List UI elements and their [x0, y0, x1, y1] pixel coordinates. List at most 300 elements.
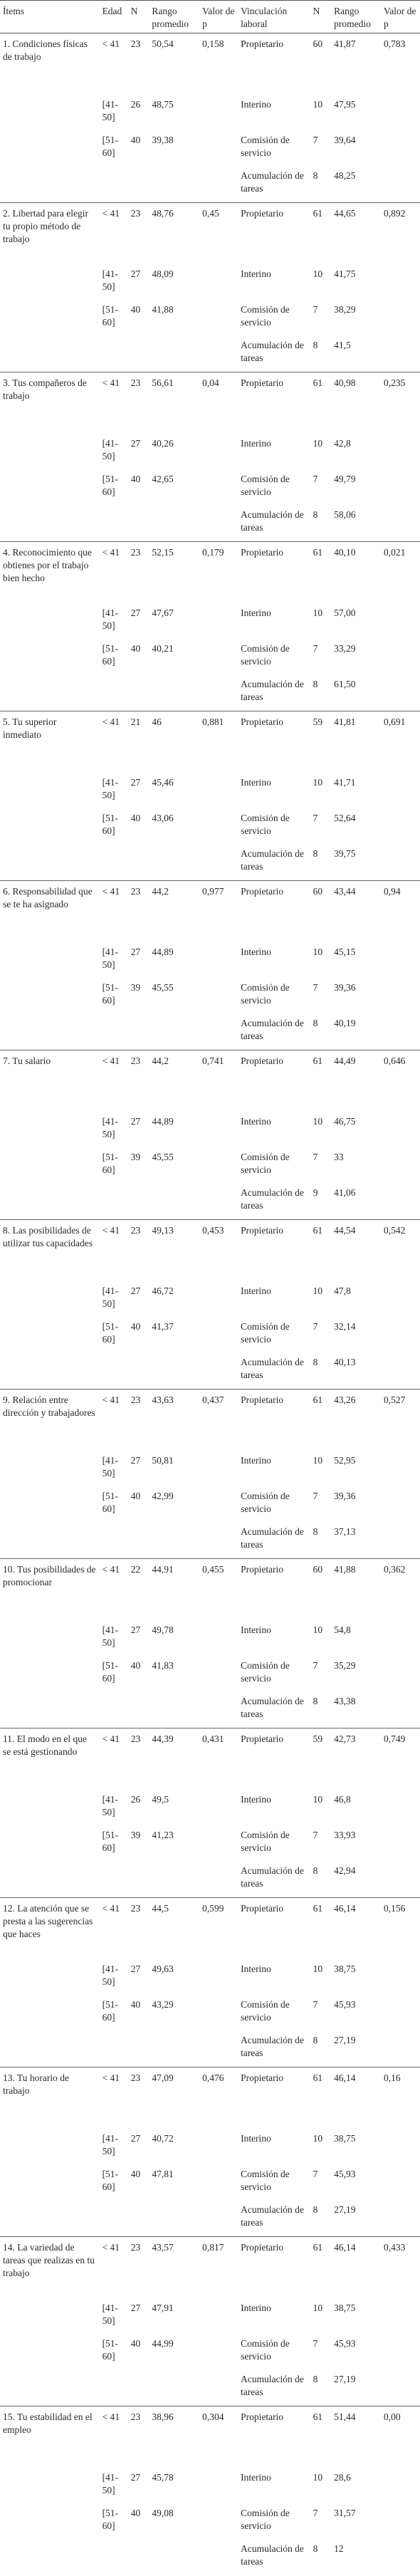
- item-empty: [0, 2505, 100, 2540]
- edad-group: [41-50]: [102, 2302, 119, 2326]
- table-body: [0, 33, 420, 2576]
- vinculacion-valor-p: 0,783: [381, 33, 420, 96]
- vinculacion-rango: 46,14: [331, 2237, 381, 2300]
- edad-n: 27: [130, 2471, 141, 2483]
- vinculacion-rango: 31,57: [334, 2507, 356, 2518]
- vinculacion-rango: 35,29: [334, 1659, 356, 1671]
- item-empty: [0, 1791, 100, 1827]
- edad-valor-p: 0,431: [199, 1728, 238, 1791]
- edad-valor-p: 0,453: [199, 1220, 238, 1283]
- item-label: 6. Responsabilidad que se te ha asignado: [0, 881, 100, 944]
- header-rango-vinculacion: Rango promedio: [331, 1, 381, 33]
- item-label: 1. Condiciones físicas de trabajo: [0, 33, 100, 96]
- vinculacion-n: 10: [313, 776, 323, 788]
- vinculacion-type: Interino: [241, 1963, 271, 1974]
- vinculacion-n: 7: [313, 303, 318, 315]
- edad-rango: 43,63: [149, 1389, 199, 1452]
- edad-valor-empty: [199, 1318, 238, 1354]
- vinculacion-n: 7: [313, 1320, 318, 1332]
- vinculacion-valor-empty: [381, 132, 420, 167]
- edad-n: 27: [130, 2132, 141, 2144]
- vinculacion-type: Propietario: [238, 2406, 310, 2469]
- vinculacion-type: Comisión de servicio: [241, 1998, 290, 2023]
- vinculacion-valor-empty: [381, 2130, 420, 2166]
- vinculacion-valor-empty: [381, 2469, 420, 2505]
- edad-group: [41-50]: [102, 1624, 119, 1648]
- vinculacion-valor-p: 0,362: [381, 1559, 420, 1622]
- edad-rango: 44,5: [149, 1898, 199, 1961]
- edad-n: 40: [130, 2168, 141, 2179]
- vinculacion-rango: 39,36: [334, 1490, 356, 1501]
- vinculacion-type: Propietario: [238, 1728, 310, 1791]
- edad-n: 40: [130, 1320, 141, 1332]
- item-empty: [0, 2469, 100, 2505]
- table-row: [0, 1693, 420, 1728]
- table-row: [0, 167, 420, 203]
- vinculacion-n: 7: [313, 642, 318, 654]
- vinculacion-valor-p: 0,542: [381, 1220, 420, 1283]
- vinculacion-rango: 46,14: [331, 1898, 381, 1961]
- vinculacion-type: Comisión de servicio: [241, 1829, 290, 1853]
- table-row: [0, 372, 420, 435]
- vinculacion-valor-empty: [381, 845, 420, 881]
- table-row: [0, 1961, 420, 1996]
- vinculacion-type: Comisión de servicio: [241, 2337, 290, 2362]
- edad-group: < 41: [100, 1220, 128, 1283]
- edad-valor-empty: [199, 676, 238, 711]
- edad-group: < 41: [100, 1050, 128, 1113]
- edad-valor-empty: [199, 2505, 238, 2540]
- edad-group: < 41: [100, 542, 128, 605]
- vinculacion-valor-empty: [381, 1827, 420, 1862]
- edad-rango: 43,57: [149, 2237, 199, 2300]
- vinculacion-type: Acumulación de tareas: [241, 2034, 304, 2058]
- vinculacion-valor-p: 0,235: [381, 372, 420, 435]
- edad-empty: [128, 506, 149, 542]
- vinculacion-valor-empty: [381, 1113, 420, 1149]
- table-row: [0, 1791, 420, 1827]
- edad-empty: [149, 1015, 199, 1050]
- table-row: [0, 605, 420, 640]
- edad-valor-p: 0,304: [199, 2406, 238, 2469]
- edad-valor-empty: [199, 132, 238, 167]
- edad-valor-empty: [199, 1113, 238, 1149]
- edad-valor-empty: [199, 1862, 238, 1898]
- vinculacion-n: 10: [313, 2132, 323, 2144]
- vinculacion-valor-empty: [381, 2300, 420, 2335]
- vinculacion-valor-empty: [381, 1488, 420, 1523]
- edad-n: 23: [128, 372, 149, 435]
- vinculacion-n: 7: [313, 1998, 318, 2010]
- vinculacion-type: Interino: [241, 2302, 271, 2313]
- edad-valor-empty: [199, 2032, 238, 2067]
- table-row: [0, 1184, 420, 1220]
- table-row: [0, 845, 420, 881]
- item-label: 3. Tus compañeros de trabajo: [0, 372, 100, 435]
- edad-rango: 41,88: [152, 303, 174, 315]
- table-row: [0, 1113, 420, 1149]
- edad-n: 40: [130, 2507, 141, 2518]
- edad-valor-p: 0,881: [199, 711, 238, 774]
- edad-group: [51-60]: [102, 2168, 119, 2192]
- table-row: [0, 1452, 420, 1488]
- edad-rango: 47,67: [152, 607, 174, 618]
- edad-valor-empty: [199, 1622, 238, 1657]
- vinculacion-valor-empty: [381, 301, 420, 337]
- item-empty: [0, 167, 100, 203]
- vinculacion-valor-empty: [381, 2201, 420, 2237]
- vinculacion-type: Acumulación de tareas: [241, 1865, 304, 1889]
- vinculacion-n: 61: [310, 1050, 332, 1113]
- vinculacion-type: Acumulación de tareas: [241, 2543, 304, 2567]
- edad-n: 23: [128, 203, 149, 266]
- vinculacion-type: Acumulación de tareas: [241, 1356, 304, 1380]
- edad-valor-empty: [199, 2300, 238, 2335]
- vinculacion-rango: 38,75: [334, 2302, 356, 2313]
- vinculacion-n: 10: [313, 1115, 323, 1127]
- vinculacion-rango: 46,14: [331, 2067, 381, 2130]
- edad-group: [51-60]: [102, 473, 119, 497]
- table-row: [0, 1898, 420, 1961]
- item-empty: [0, 96, 100, 132]
- edad-valor-empty: [199, 774, 238, 810]
- table-row: [0, 1622, 420, 1657]
- item-label: 7. Tu salario: [0, 1050, 100, 1113]
- edad-rango: 47,09: [149, 2067, 199, 2130]
- edad-empty: [149, 2032, 199, 2067]
- table-row: [0, 2335, 420, 2371]
- table-row: [0, 881, 420, 944]
- table-row: [0, 2300, 420, 2335]
- vinculacion-type: Comisión de servicio: [241, 981, 290, 1006]
- edad-n: 23: [128, 881, 149, 944]
- table-row: [0, 711, 420, 774]
- edad-group: [51-60]: [102, 2337, 119, 2362]
- vinculacion-rango: 32,14: [334, 1320, 356, 1332]
- table-row: [0, 1318, 420, 1354]
- vinculacion-n: 10: [313, 1793, 323, 1805]
- table-row: [0, 1657, 420, 1693]
- edad-valor-empty: [199, 1015, 238, 1050]
- edad-rango: 39,38: [152, 134, 174, 145]
- item-label: 12. La atención que se presta a las sugerencias que haces: [0, 1898, 100, 1961]
- vinculacion-n: 10: [313, 2471, 323, 2483]
- vinculacion-type: Propietario: [238, 33, 310, 96]
- edad-group: < 41: [100, 33, 128, 96]
- edad-empty: [128, 1015, 149, 1050]
- item-label: 2. Libertad para elegir tu propio método de trabajo: [0, 203, 100, 266]
- vinculacion-type: Acumulación de tareas: [241, 170, 304, 194]
- edad-rango: 41,37: [152, 1320, 174, 1332]
- vinculacion-rango: 33: [334, 1151, 344, 1162]
- edad-rango: 49,08: [152, 2507, 174, 2518]
- edad-valor-p: 0,599: [199, 1898, 238, 1961]
- vinculacion-type: Acumulación de tareas: [241, 678, 304, 702]
- vinculacion-rango: 41,71: [334, 776, 356, 788]
- edad-empty: [128, 2201, 149, 2237]
- table-row: [0, 301, 420, 337]
- edad-group: [41-50]: [102, 1454, 119, 1479]
- vinculacion-n: 8: [313, 1356, 318, 1367]
- vinculacion-n: 10: [313, 98, 323, 110]
- edad-n: 40: [130, 1490, 141, 1501]
- edad-group: [51-60]: [102, 1659, 119, 1684]
- item-label: 4. Reconocimiento que obtienes por el trabajo bien hecho: [0, 542, 100, 605]
- edad-empty: [128, 2032, 149, 2067]
- vinculacion-type: Comisión de servicio: [241, 642, 290, 667]
- vinculacion-valor-p: 0,00: [381, 2406, 420, 2469]
- edad-valor-empty: [199, 810, 238, 845]
- edad-empty: [100, 2032, 128, 2067]
- table-row: [0, 96, 420, 132]
- vinculacion-valor-empty: [381, 1318, 420, 1354]
- vinculacion-type: Interino: [241, 98, 271, 110]
- vinculacion-valor-p: 0,021: [381, 542, 420, 605]
- edad-valor-empty: [199, 96, 238, 132]
- vinculacion-valor-empty: [381, 979, 420, 1015]
- vinculacion-n: 8: [313, 848, 318, 859]
- edad-valor-empty: [199, 471, 238, 506]
- edad-n: 27: [130, 2302, 141, 2313]
- item-empty: [0, 2032, 100, 2067]
- edad-valor-p: 0,45: [199, 203, 238, 266]
- table-row: [0, 1559, 420, 1622]
- edad-valor-p: 0,179: [199, 542, 238, 605]
- edad-group: [51-60]: [102, 1320, 119, 1345]
- vinculacion-rango: 61,50: [334, 678, 356, 689]
- vinculacion-n: 7: [313, 981, 318, 993]
- table-row: [0, 1149, 420, 1184]
- vinculacion-type: Comisión de servicio: [241, 473, 290, 497]
- edad-valor-empty: [199, 337, 238, 372]
- vinculacion-rango: 44,54: [331, 1220, 381, 1283]
- edad-group: < 41: [100, 1898, 128, 1961]
- edad-group: [51-60]: [102, 812, 119, 836]
- vinculacion-valor-empty: [381, 506, 420, 542]
- vinculacion-rango: 58,06: [334, 509, 356, 520]
- edad-valor-empty: [199, 2335, 238, 2371]
- item-empty: [0, 1693, 100, 1728]
- item-empty: [0, 471, 100, 506]
- item-label: 5. Tu superior inmediato: [0, 711, 100, 774]
- edad-n: 39: [130, 1829, 141, 1840]
- table-row: [0, 774, 420, 810]
- edad-valor-empty: [199, 1354, 238, 1389]
- edad-valor-empty: [199, 1523, 238, 1559]
- vinculacion-type: Comisión de servicio: [241, 1320, 290, 1345]
- vinculacion-rango: 45,93: [334, 2168, 356, 2179]
- vinculacion-n: 7: [313, 2507, 318, 2518]
- edad-n: 40: [130, 1998, 141, 2010]
- edad-rango: 52,15: [149, 542, 199, 605]
- vinculacion-rango: 41,87: [331, 33, 381, 96]
- vinculacion-rango: 38,75: [334, 2132, 356, 2144]
- item-empty: [0, 774, 100, 810]
- edad-valor-p: 0,437: [199, 1389, 238, 1452]
- vinculacion-type: Comisión de servicio: [241, 1659, 290, 1684]
- vinculacion-n: 7: [313, 2337, 318, 2349]
- vinculacion-n: 7: [313, 134, 318, 145]
- vinculacion-type: Propietario: [238, 1389, 310, 1452]
- vinculacion-rango: 41,5: [334, 339, 351, 350]
- vinculacion-n: 61: [310, 1220, 332, 1283]
- edad-n: 21: [128, 711, 149, 774]
- edad-valor-empty: [199, 2371, 238, 2406]
- edad-group: < 41: [100, 2406, 128, 2469]
- item-empty: [0, 944, 100, 979]
- edad-n: 27: [130, 1285, 141, 1296]
- table-row: [0, 676, 420, 711]
- edad-valor-empty: [199, 1184, 238, 1220]
- edad-rango: 44,89: [152, 1115, 174, 1127]
- item-empty: [0, 2371, 100, 2406]
- edad-valor-p: 0,476: [199, 2067, 238, 2130]
- edad-n: 26: [130, 98, 141, 110]
- edad-rango: 44,2: [149, 1050, 199, 1113]
- vinculacion-n: 59: [310, 1728, 332, 1791]
- edad-rango: 47,91: [152, 2302, 174, 2313]
- edad-group: < 41: [100, 203, 128, 266]
- edad-rango: 45,55: [152, 981, 174, 993]
- edad-empty: [149, 2201, 199, 2237]
- vinculacion-n: 61: [310, 372, 332, 435]
- vinculacion-type: Interino: [241, 1624, 271, 1635]
- vinculacion-valor-empty: [381, 266, 420, 301]
- header-vinculacion: Vinculación laboral: [238, 1, 310, 33]
- vinculacion-valor-empty: [381, 2371, 420, 2406]
- vinculacion-valor-empty: [381, 640, 420, 676]
- edad-valor-empty: [199, 2166, 238, 2201]
- table-row: [0, 506, 420, 542]
- table-row: [0, 979, 420, 1015]
- edad-rango: 48,76: [149, 203, 199, 266]
- vinculacion-rango: 40,13: [334, 1356, 356, 1367]
- vinculacion-valor-empty: [381, 1622, 420, 1657]
- vinculacion-type: Interino: [241, 946, 271, 957]
- vinculacion-valor-p: 0,156: [381, 1898, 420, 1961]
- edad-valor-empty: [199, 2540, 238, 2576]
- vinculacion-n: 7: [313, 812, 318, 823]
- edad-empty: [149, 506, 199, 542]
- table-row: [0, 337, 420, 372]
- vinculacion-rango: 45,15: [334, 946, 356, 957]
- edad-n: 40: [130, 134, 141, 145]
- edad-valor-empty: [199, 2130, 238, 2166]
- edad-group: [51-60]: [102, 134, 119, 158]
- edad-rango: 50,54: [149, 33, 199, 96]
- item-empty: [0, 2540, 100, 2576]
- edad-empty: [149, 1523, 199, 1559]
- item-empty: [0, 605, 100, 640]
- vinculacion-valor-empty: [381, 1452, 420, 1488]
- vinculacion-valor-empty: [381, 1996, 420, 2032]
- edad-rango: 47,81: [152, 2168, 174, 2179]
- edad-empty: [128, 2371, 149, 2406]
- table-row: [0, 2371, 420, 2406]
- edad-n: 23: [128, 2406, 149, 2469]
- vinculacion-valor-p: 0,691: [381, 711, 420, 774]
- edad-empty: [128, 2540, 149, 2576]
- table-row: [0, 640, 420, 676]
- table-row: [0, 266, 420, 301]
- vinculacion-valor-empty: [381, 774, 420, 810]
- vinculacion-type: Acumulación de tareas: [241, 339, 304, 363]
- edad-empty: [128, 167, 149, 203]
- vinculacion-rango: 42,94: [334, 1865, 356, 1876]
- vinculacion-n: 8: [313, 1526, 318, 1537]
- vinculacion-n: 7: [313, 1829, 318, 1840]
- edad-valor-empty: [199, 1961, 238, 1996]
- vinculacion-type: Comisión de servicio: [241, 303, 290, 328]
- vinculacion-type: Propietario: [238, 1050, 310, 1113]
- vinculacion-valor-p: 0,433: [381, 2237, 420, 2300]
- edad-empty: [149, 845, 199, 881]
- table-row: [0, 542, 420, 605]
- edad-n: 27: [130, 946, 141, 957]
- edad-empty: [100, 1184, 128, 1220]
- vinculacion-n: 7: [313, 2168, 318, 2179]
- edad-group: [51-60]: [102, 642, 119, 667]
- header-n-vinculacion: N: [310, 1, 332, 33]
- vinculacion-rango: 46,8: [334, 1793, 351, 1805]
- table-row: [0, 1050, 420, 1113]
- item-empty: [0, 1318, 100, 1354]
- edad-n: 40: [130, 1659, 141, 1671]
- item-empty: [0, 979, 100, 1015]
- vinculacion-n: 10: [313, 1624, 323, 1635]
- vinculacion-type: Propietario: [238, 203, 310, 266]
- edad-empty: [149, 2540, 199, 2576]
- vinculacion-n: 61: [310, 2067, 332, 2130]
- vinculacion-type: Propietario: [238, 711, 310, 774]
- vinculacion-valor-empty: [381, 1184, 420, 1220]
- vinculacion-rango: 39,75: [334, 848, 356, 859]
- vinculacion-type: Interino: [241, 1793, 271, 1805]
- item-empty: [0, 506, 100, 542]
- vinculacion-type: Propietario: [238, 542, 310, 605]
- item-label: 9. Relación entre dirección y trabajadores: [0, 1389, 100, 1452]
- table-row: [0, 2505, 420, 2540]
- vinculacion-n: 61: [310, 2406, 332, 2469]
- vinculacion-valor-empty: [381, 1149, 420, 1184]
- vinculacion-n: 8: [313, 2204, 318, 2215]
- item-empty: [0, 301, 100, 337]
- vinculacion-n: 7: [313, 1659, 318, 1671]
- edad-valor-empty: [199, 1283, 238, 1318]
- table-row: [0, 1827, 420, 1862]
- edad-rango: 43,29: [152, 1998, 174, 2010]
- edad-rango: 45,46: [152, 776, 174, 788]
- vinculacion-n: 7: [313, 1490, 318, 1501]
- edad-valor-empty: [199, 167, 238, 203]
- vinculacion-rango: 57,00: [334, 607, 356, 618]
- vinculacion-rango: 51,44: [331, 2406, 381, 2469]
- vinculacion-type: Propietario: [238, 881, 310, 944]
- edad-group: [41-50]: [102, 1285, 119, 1309]
- edad-n: 27: [130, 1963, 141, 1974]
- item-empty: [0, 1488, 100, 1523]
- vinculacion-rango: 41,81: [331, 711, 381, 774]
- item-empty: [0, 2300, 100, 2335]
- vinculacion-rango: 44,65: [331, 203, 381, 266]
- vinculacion-n: 8: [313, 678, 318, 689]
- edad-rango: 44,91: [149, 1559, 199, 1622]
- edad-group: [51-60]: [102, 303, 119, 328]
- vinculacion-rango: 33,29: [334, 642, 356, 654]
- item-empty: [0, 676, 100, 711]
- item-empty: [0, 1184, 100, 1220]
- vinculacion-type: Acumulación de tareas: [241, 509, 304, 533]
